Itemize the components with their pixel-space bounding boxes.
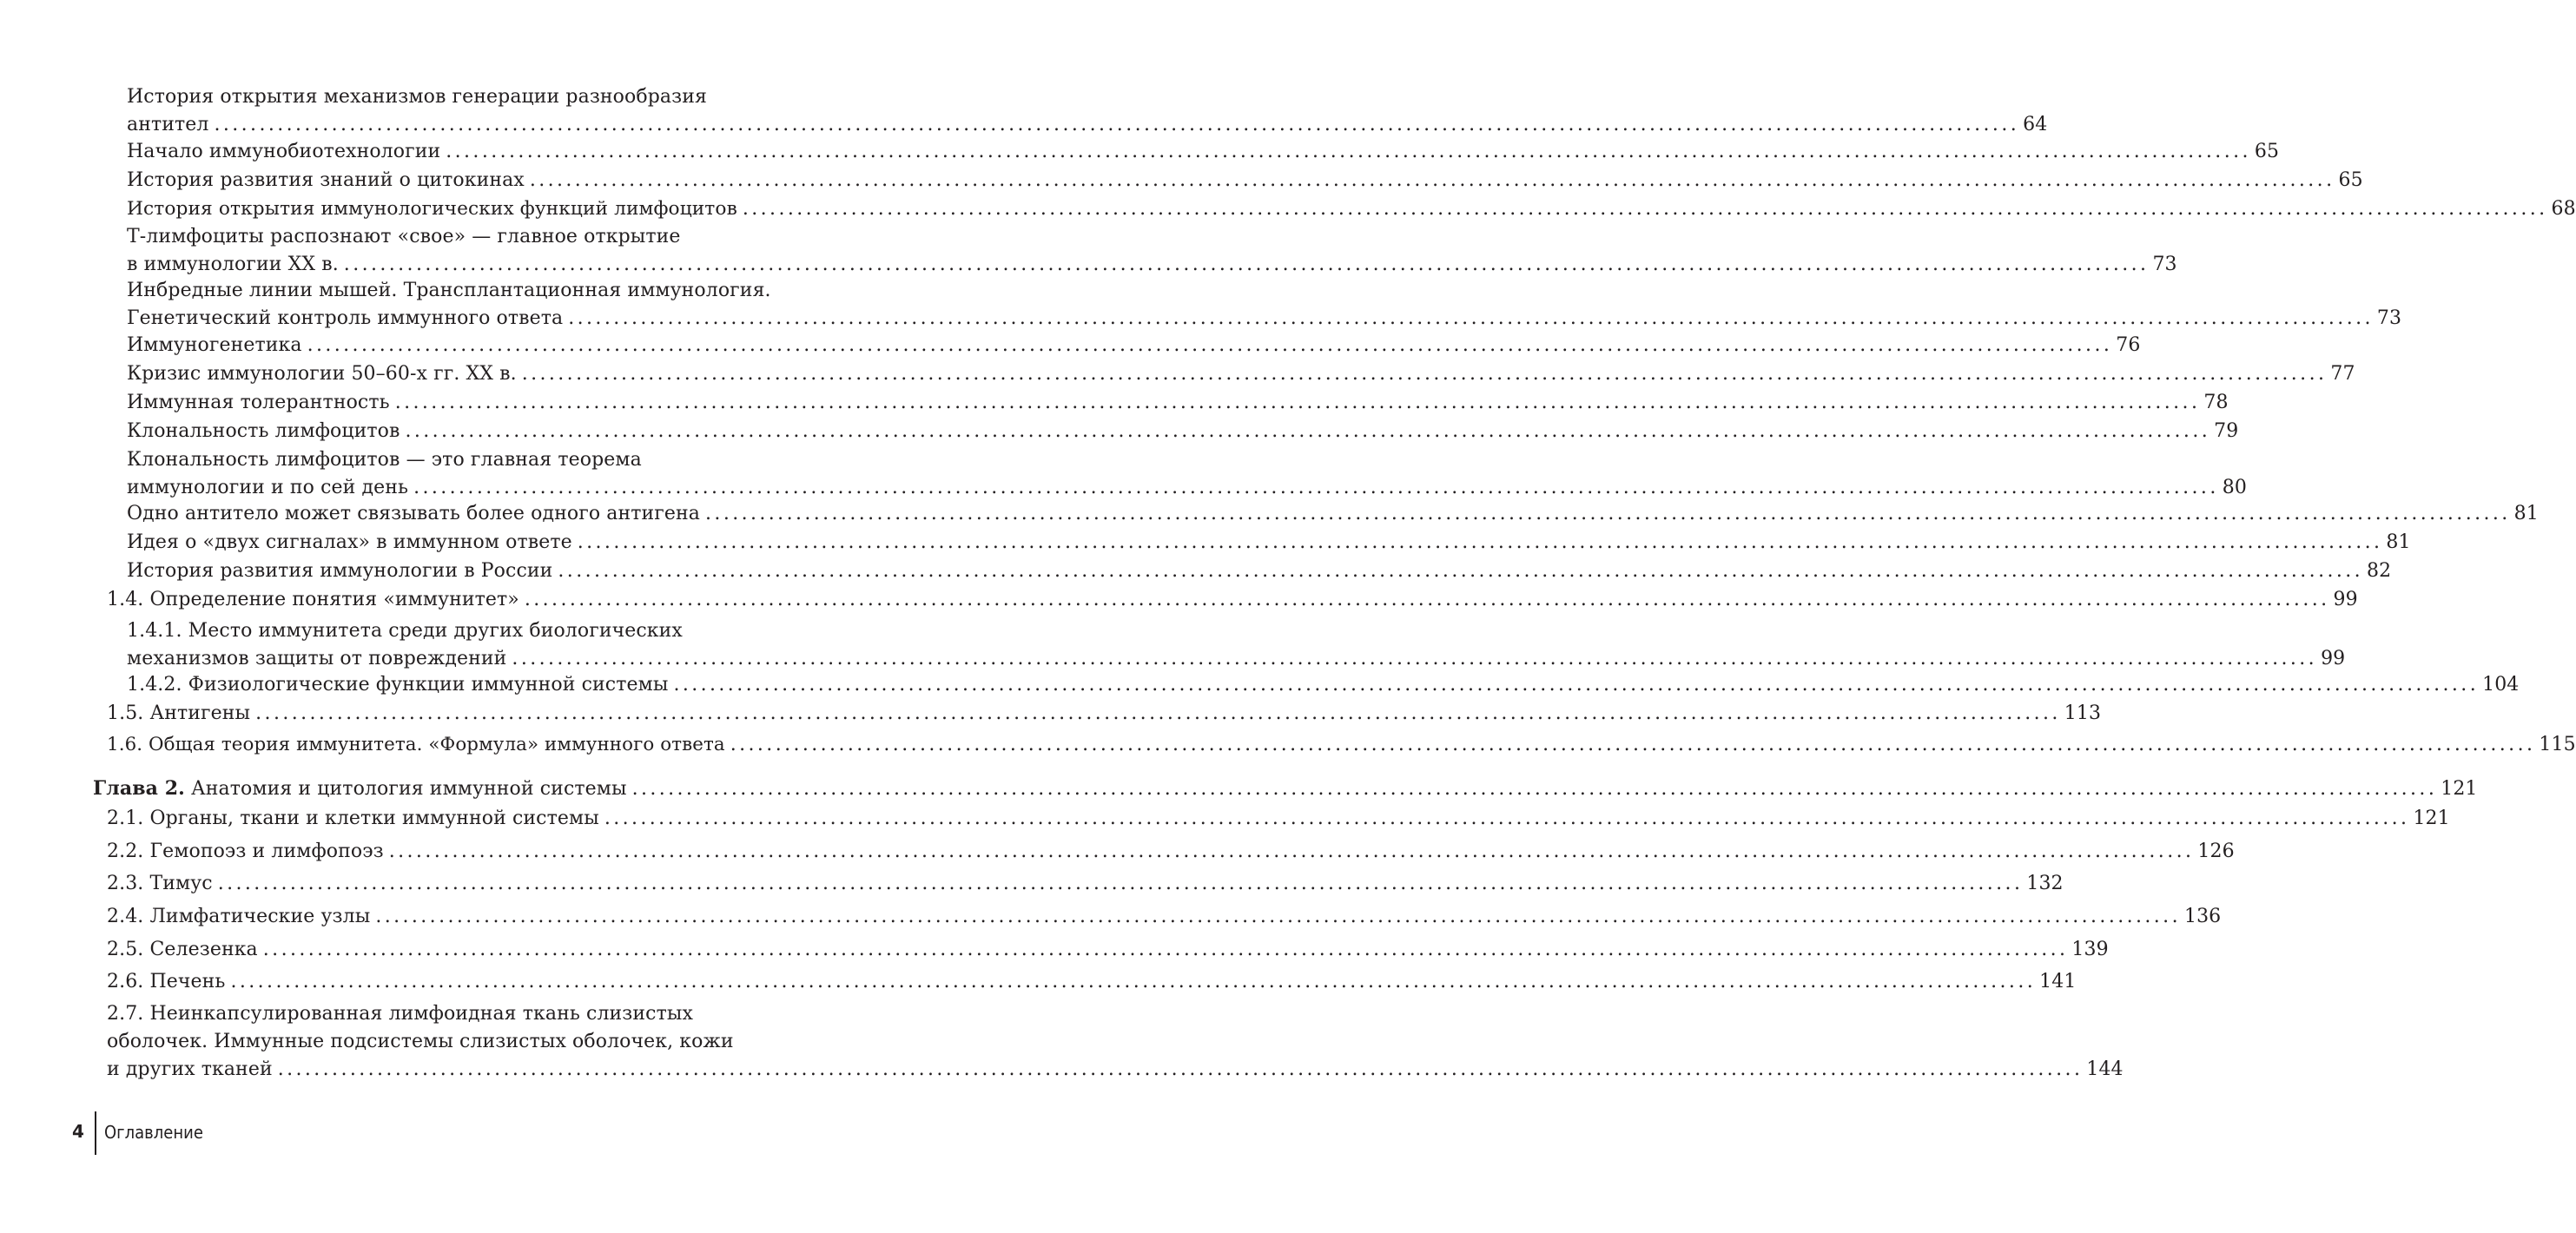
toc-entry-title: Иммуногенетика xyxy=(127,334,302,356)
toc-entry[interactable] xyxy=(107,936,2109,964)
toc-page-number: 64 xyxy=(2023,114,2048,135)
toc-entry-title: Одно антитело может связывать более одного антигена xyxy=(127,503,701,524)
toc-page-number: 80 xyxy=(2222,477,2247,498)
toc-entry-title-line: 1.4.1. Место иммунитета среди других биологических xyxy=(127,620,683,642)
toc-entry[interactable] xyxy=(127,389,2229,417)
toc-entry-title: 2.6. Печень xyxy=(107,971,226,992)
toc-entry-title: антител xyxy=(127,114,209,135)
leader-dots: ........................................................................................................................................................................................................ xyxy=(394,392,2201,413)
leader-dots: ........................................................................................................................................................................................................ xyxy=(255,702,2061,724)
leader-dots: ........................................................................................................................................................................................................ xyxy=(631,778,2438,800)
toc-page-number: 99 xyxy=(2321,648,2346,669)
chapter-number: Глава 2. xyxy=(93,777,185,800)
toc-entry[interactable] xyxy=(127,671,2520,699)
toc-entry-title: механизмов защиты от повреждений xyxy=(127,648,507,669)
toc-page-number: 73 xyxy=(2376,307,2402,329)
toc-page-number: 81 xyxy=(2386,531,2411,553)
running-footer-label: Оглавление xyxy=(104,1122,203,1143)
leader-dots: ........................................................................................................................................................................................................ xyxy=(413,477,2219,498)
toc-page-number: 78 xyxy=(2203,392,2229,413)
toc-entry[interactable] xyxy=(107,805,2450,833)
toc-entry-title: Анатомия и цитология иммунной системы xyxy=(191,778,627,800)
toc-entry[interactable] xyxy=(107,903,2222,931)
toc-page-number: 141 xyxy=(2039,971,2077,992)
toc-entry-title-line: 2.7. Неинкапсулированная лимфоидная ткань слизистых xyxy=(107,1003,693,1025)
toc-entry-title: Кризис иммунологии 50–60-х гг. XX в. xyxy=(127,363,517,385)
toc-entry-title: История развития знаний о цитокинах xyxy=(127,169,525,191)
toc-page-number: 77 xyxy=(2330,363,2355,385)
toc-entry-title: 2.5. Селезенка xyxy=(107,939,258,960)
leader-dots: ........................................................................................................................................................................................................ xyxy=(277,1058,2084,1080)
toc-entry-title-line: Инбредные линии мышей. Трансплантационная иммунология. xyxy=(127,280,771,301)
toc-entry[interactable] xyxy=(107,1000,2124,1084)
leader-dots: ........................................................................................................................................................................................................ xyxy=(446,141,2251,162)
toc-entry[interactable] xyxy=(127,529,2411,557)
toc-entry-title: 1.6. Общая теория иммунитета. «Формула» иммунного ответа xyxy=(107,734,725,755)
toc-page-number: 99 xyxy=(2333,589,2358,610)
toc-entry[interactable] xyxy=(127,557,2392,585)
leader-dots: ........................................................................................................................................................................................................ xyxy=(307,334,2113,356)
toc-entry-title: 1.4.2. Физиологические функции иммунной системы xyxy=(127,674,669,696)
leader-dots: ........................................................................................................................................................................................................ xyxy=(529,169,2335,191)
toc-entry-title: иммунологии и по сей день xyxy=(127,477,409,498)
toc-entry[interactable] xyxy=(107,838,2235,866)
toc-entry[interactable] xyxy=(127,500,2539,528)
toc-entry[interactable] xyxy=(107,870,2064,898)
leader-dots: ........................................................................................................................................................................................................ xyxy=(405,420,2211,442)
leader-dots: ........................................................................................................................................................................................................ xyxy=(742,198,2548,220)
toc-entry-title: Идея о «двух сигналах» в иммунном ответе xyxy=(127,531,572,553)
toc-page-number: 73 xyxy=(2152,254,2177,275)
toc-page-number: 126 xyxy=(2197,841,2235,862)
toc-entry-title: Начало иммунобиотехнологии xyxy=(127,141,441,162)
toc-entry-title: Иммунная толерантность xyxy=(127,392,390,413)
toc-chapter-entry[interactable] xyxy=(93,775,2478,803)
toc-entry-title: 1.5. Антигены xyxy=(107,702,251,724)
toc-entry[interactable] xyxy=(127,195,2576,223)
toc-entry-title-line: Клональность лимфоцитов — это главная теорема xyxy=(127,449,642,471)
leader-dots: ........................................................................................................................................................................................................ xyxy=(262,939,2069,960)
leader-dots: ........................................................................................................................................................................................................ xyxy=(214,114,2020,135)
toc-entry-title: История развития иммунологии в России xyxy=(127,560,553,582)
toc-page-number: 68 xyxy=(2551,198,2576,220)
toc-entry-title: 1.4. Определение понятия «иммунитет» xyxy=(107,589,519,610)
leader-dots: ........................................................................................................................................................................................................ xyxy=(375,906,2181,927)
toc-entry[interactable] xyxy=(107,700,2102,728)
toc-entry-title: 2.1. Органы, ткани и клетки иммунной системы xyxy=(107,808,599,829)
toc-entry[interactable] xyxy=(127,223,2177,279)
toc-entry-title: в иммунологии XX в. xyxy=(127,254,339,275)
footer-divider xyxy=(95,1111,96,1155)
leader-dots: ........................................................................................................................................................................................................ xyxy=(343,254,2150,275)
leader-dots: ........................................................................................................................................................................................................ xyxy=(524,589,2330,610)
toc-entry-title-line: оболочек. Иммунные подсистемы слизистых оболочек, кожи xyxy=(107,1031,734,1052)
leader-dots: ........................................................................................................................................................................................................ xyxy=(604,808,2410,829)
toc-entry[interactable] xyxy=(107,586,2358,614)
leader-dots: ........................................................................................................................................................................................................ xyxy=(230,971,2037,992)
toc-entry-title: 2.2. Гемопоэз и лимфопоэз xyxy=(107,841,384,862)
leader-dots: ........................................................................................................................................................................................................ xyxy=(673,674,2480,696)
leader-dots: ........................................................................................................................................................................................................ xyxy=(730,734,2536,755)
toc-entry-title: и других тканей xyxy=(107,1058,273,1080)
leader-dots: ........................................................................................................................................................................................................ xyxy=(705,503,2511,524)
leader-dots: ........................................................................................................................................................................................................ xyxy=(577,531,2383,553)
leader-dots: ........................................................................................................................................................................................................ xyxy=(568,307,2374,329)
toc-page-number: 132 xyxy=(2026,873,2064,894)
toc-entry-title: Генетический контроль иммунного ответа xyxy=(127,307,564,329)
toc-page-number: 115 xyxy=(2539,734,2576,755)
toc-page-number: 144 xyxy=(2086,1058,2124,1080)
toc-page-number: 79 xyxy=(2214,420,2239,442)
toc-entry-title: Клональность лимфоцитов xyxy=(127,420,400,442)
toc-page-number: 113 xyxy=(2064,702,2102,724)
toc-entry[interactable] xyxy=(107,731,2576,759)
leader-dots: ........................................................................................................................................................................................................ xyxy=(217,873,2024,894)
toc-entry[interactable] xyxy=(107,968,2077,996)
toc-entry[interactable] xyxy=(127,360,2355,388)
toc-page-number: 121 xyxy=(2413,808,2450,829)
toc-page-number: 65 xyxy=(2254,141,2280,162)
toc-page-number: 121 xyxy=(2441,778,2478,800)
toc-page-number: 82 xyxy=(2367,560,2392,582)
toc-entry[interactable] xyxy=(127,418,2239,445)
toc-entry[interactable] xyxy=(127,617,2346,673)
toc-page-number: 76 xyxy=(2116,334,2141,356)
toc-entry[interactable] xyxy=(127,277,2402,333)
toc-entry[interactable] xyxy=(127,446,2247,502)
toc-entry[interactable] xyxy=(127,83,2048,139)
leader-dots: ........................................................................................................................................................................................................ xyxy=(388,841,2195,862)
toc-page-number: 136 xyxy=(2183,906,2222,927)
toc-entry[interactable] xyxy=(127,332,2141,359)
leader-dots: ........................................................................................................................................................................................................ xyxy=(558,560,2364,582)
toc-page-number: 104 xyxy=(2482,674,2520,696)
leader-dots: ........................................................................................................................................................................................................ xyxy=(512,648,2318,669)
toc-entry-title-line: История открытия механизмов генерации разнообразия xyxy=(127,86,707,108)
toc-entry-title-line: Т-лимфоциты распознают «свое» — главное открытие xyxy=(127,226,681,247)
toc-entry-title: 2.3. Тимус xyxy=(107,873,213,894)
toc-entry[interactable] xyxy=(127,138,2280,166)
toc-page-number: 81 xyxy=(2513,503,2539,524)
toc-entry[interactable] xyxy=(127,167,2363,195)
page-number: 4 xyxy=(72,1121,84,1142)
toc-entry-title: История открытия иммунологических функций лимфоцитов xyxy=(127,198,737,220)
toc-page-number: 139 xyxy=(2071,939,2109,960)
toc-page-number: 65 xyxy=(2338,169,2363,191)
toc-entry-title: 2.4. Лимфатические узлы xyxy=(107,906,371,927)
leader-dots: ........................................................................................................................................................................................................ xyxy=(521,363,2328,385)
